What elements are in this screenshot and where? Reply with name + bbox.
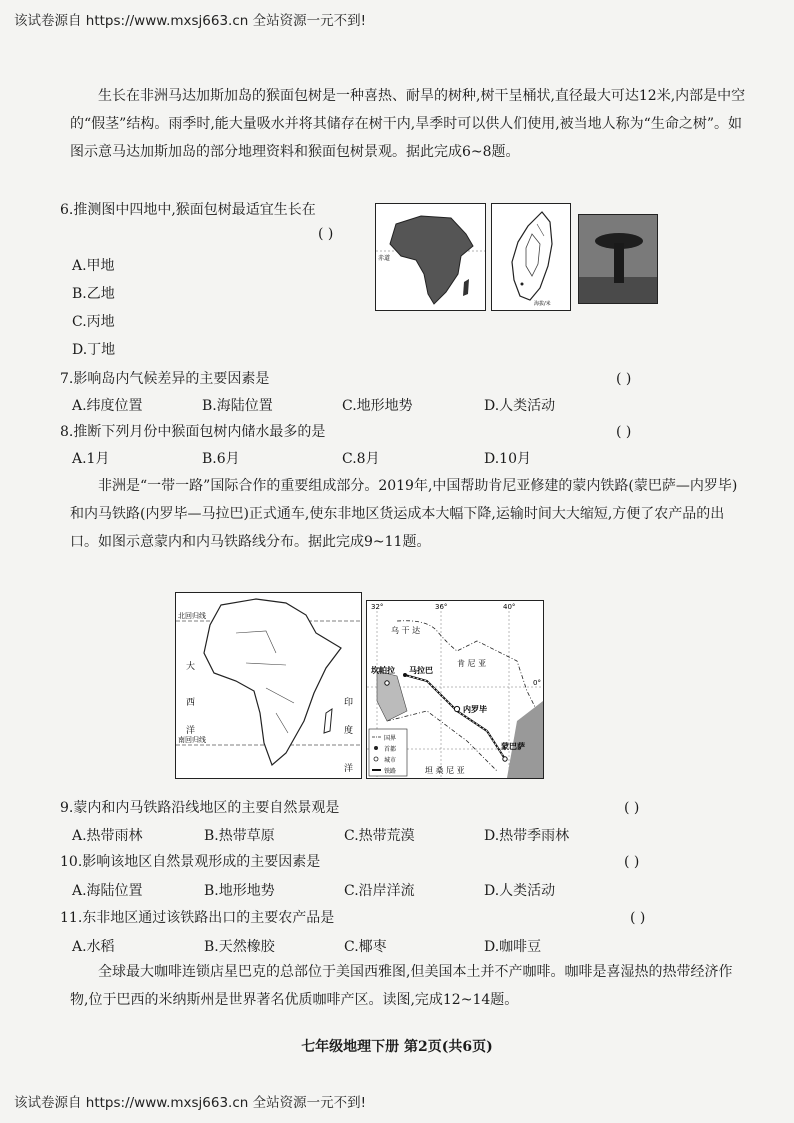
question-7-stem: 7.影响岛内气候差异的主要因素是: [60, 371, 270, 387]
ocean-label-yang2: 洋: [344, 764, 354, 774]
ocean-label-yin: 印: [344, 698, 354, 708]
tropic-capricorn-label: 南回归线: [178, 736, 206, 744]
africa-location-map: [375, 203, 486, 311]
question-11-option-d[interactable]: D.咖啡豆: [484, 939, 542, 955]
longitude-32-label: 32°: [371, 603, 384, 611]
ocean-label-da: 大: [186, 662, 196, 672]
question-10-stem: 10.影响该地区自然景观形成的主要因素是: [60, 854, 321, 870]
question-9-stem: 9.蒙内和内马铁路沿线地区的主要自然景观是: [60, 800, 340, 816]
question-11-option-b[interactable]: B.天然橡胶: [204, 939, 275, 955]
country-label-kenya: 肯 尼 亚: [457, 659, 487, 668]
longitude-36-label: 36°: [435, 603, 448, 611]
page-footer: 七年级地理下册 第2页(共6页): [301, 1039, 493, 1055]
city-label-kampala: 坎帕拉: [371, 666, 395, 675]
city-label-mombasa: 蒙巴萨: [501, 742, 525, 751]
ocean-label-du: 度: [344, 726, 354, 736]
question-8-answer-paren[interactable]: ( ): [616, 424, 632, 440]
question-8-option-b[interactable]: B.6月: [202, 451, 240, 467]
question-9-option-a[interactable]: A.热带雨林: [72, 828, 143, 844]
city-label-malaba: 马拉巴: [409, 666, 433, 675]
question-6-option-b[interactable]: B.乙地: [72, 286, 115, 302]
question-6-option-d[interactable]: D.丁地: [72, 342, 116, 358]
question-10-option-b[interactable]: B.地形地势: [204, 883, 275, 899]
question-9-option-c[interactable]: C.热带荒漠: [344, 828, 415, 844]
question-6-option-c[interactable]: C.丙地: [72, 314, 115, 330]
africa-outline-map: [175, 592, 362, 779]
question-11-answer-paren[interactable]: ( ): [630, 910, 646, 926]
elevation-legend-label: 海拔/米: [534, 301, 551, 307]
question-8-option-a[interactable]: A.1月: [72, 451, 110, 467]
latitude-0-label: 0°: [533, 679, 541, 687]
question-9-option-d[interactable]: D.热带季雨林: [484, 828, 570, 844]
kenya-railway-map: [366, 600, 544, 779]
intro-paragraph-9-11: 非洲是“一带一路”国际合作的重要组成部分。2019年,中国帮助肯尼亚修建的蒙内铁路(蒙巴萨—内罗毕)和内马铁路(内罗毕—马拉巴)正式通车,使东非地区货运成本大幅下降,运输时间大大缩短,方便了农产品的出口。如图示意蒙内和内马铁路线分布。据此完成9~11题。: [70, 478, 738, 550]
question-7-option-a[interactable]: A.纬度位置: [72, 398, 143, 414]
legend-railway: 铁路: [384, 768, 397, 775]
question-10-option-d[interactable]: D.人类活动: [484, 883, 556, 899]
question-6-stem: 6.推测图中四地中,猴面包树最适宜生长在: [60, 202, 316, 218]
watermark-top: 该试卷源自 https://www.mxsj663.cn 全站资源一元不到!: [14, 13, 367, 29]
question-7-option-d[interactable]: D.人类活动: [484, 398, 556, 414]
equator-label: 赤道: [378, 255, 391, 262]
question-7-option-b[interactable]: B.海陆位置: [202, 398, 273, 414]
question-10-option-c[interactable]: C.沿岸洋流: [344, 883, 415, 899]
ocean-label-yang: 洋: [186, 726, 196, 736]
question-9-answer-paren[interactable]: ( ): [624, 800, 640, 816]
country-label-uganda: 乌 干 达: [391, 626, 421, 635]
city-label-nairobi: 内罗毕: [463, 705, 487, 714]
intro-paragraph-6-8: 生长在非洲马达加斯加岛的猴面包树是一种喜热、耐旱的树种,树干呈桶状,直径最大可达12米,内部是中空的“假茎”结构。雨季时,能大量吸水并将其储存在树干内,旱季时可以供人们使用,被当地人称为“生命之树”。如图示意马达加斯加岛的部分地理资料和猴面包树景观。据此完成6~8题。: [70, 88, 746, 160]
watermark-bottom: 该试卷源自 https://www.mxsj663.cn 全站资源一元不到!: [14, 1095, 367, 1111]
ocean-label-xi: 西: [186, 698, 196, 708]
question-8-option-c[interactable]: C.8月: [342, 451, 380, 467]
question-6-option-a[interactable]: A.甲地: [72, 258, 115, 274]
question-9-option-b[interactable]: B.热带草原: [204, 828, 275, 844]
question-8-stem: 8.推断下列月份中猴面包树内储水最多的是: [60, 424, 326, 440]
question-11-option-c[interactable]: C.椰枣: [344, 939, 387, 955]
question-11-stem: 11.东非地区通过该铁路出口的主要农产品是: [60, 910, 335, 926]
legend-capital: 首都: [384, 746, 397, 753]
question-8-option-d[interactable]: D.10月: [484, 451, 531, 467]
question-6-answer-paren[interactable]: ( ): [318, 226, 334, 242]
question-7-answer-paren[interactable]: ( ): [616, 371, 632, 387]
madagascar-detail-map: [491, 203, 571, 311]
question-11-option-a[interactable]: A.水稻: [72, 939, 115, 955]
legend-city: 城市: [384, 757, 397, 764]
legend-boundary: 国界: [384, 735, 397, 742]
intro-paragraph-12-14: 全球最大咖啡连锁店星巴克的总部位于美国西雅图,但美国本土并不产咖啡。咖啡是喜湿热的热带经济作物,位于巴西的米纳斯州是世界著名优质咖啡产区。读图,完成12~14题。: [70, 964, 733, 1008]
country-label-tanzania: 坦 桑 尼 亚: [425, 766, 465, 775]
baobab-tree-photo: [578, 214, 658, 304]
question-10-option-a[interactable]: A.海陆位置: [72, 883, 143, 899]
question-7-option-c[interactable]: C.地形地势: [342, 398, 413, 414]
question-10-answer-paren[interactable]: ( ): [624, 854, 640, 870]
longitude-40-label: 40°: [503, 603, 516, 611]
tropic-cancer-label: 北回归线: [178, 612, 206, 620]
